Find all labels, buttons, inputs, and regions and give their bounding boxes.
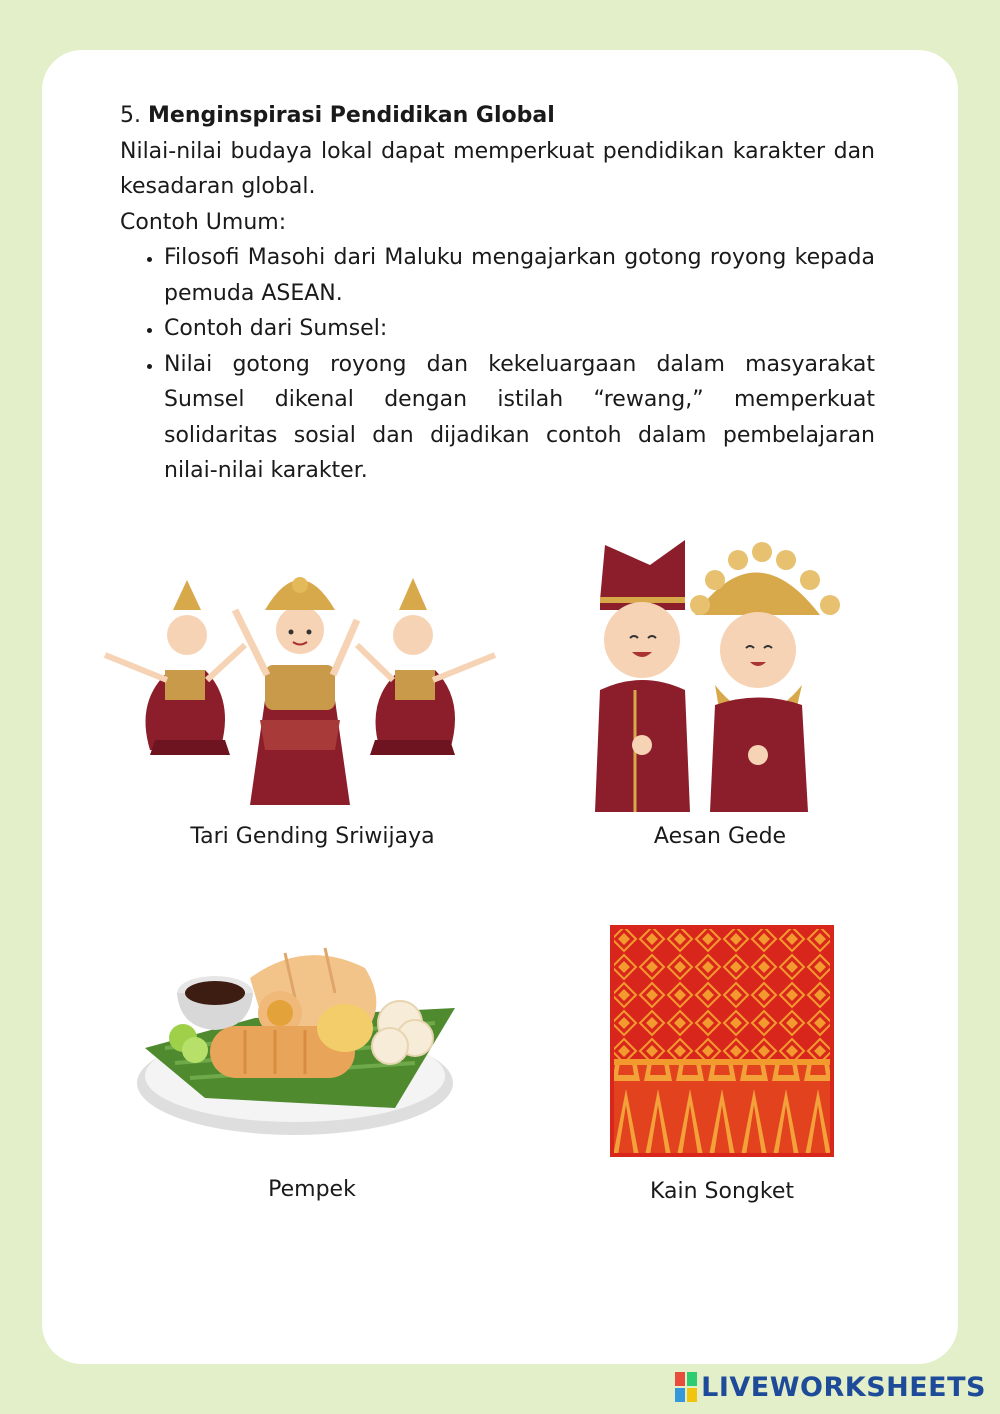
caption-songket: Kain Songket: [649, 1179, 795, 1204]
text-section: [120, 98, 875, 489]
example-label: Contoh Umum:: [120, 209, 287, 235]
liveworksheets-logo[interactable]: [675, 1370, 986, 1404]
section-title: Menginspirasi Pendidikan Global: [148, 103, 555, 128]
list-item: • Filosofi Masohi dari Maluku mengajarkan gotong royong kepada pemuda ASEAN.: [164, 240, 875, 311]
songket-fabric-illustration: [610, 925, 834, 1157]
example-list: [120, 240, 875, 489]
list-item: • Nilai gotong royong dan kekeluargaan dalam masyarakat Sumsel dikenal dengan istilah “rewang,” memperkuat solidaritas sosial dan dijadikan contoh dalam pembelajaran nilai-nilai karakter.: [164, 347, 875, 489]
brand-name: LIVEWORKSHEETS: [701, 1371, 986, 1403]
intro-paragraph: Nilai-nilai budaya lokal dapat memperkuat pendidikan karakter dan kesadaran global.: [120, 138, 875, 199]
caption-tari: Tari Gending Sriwijaya: [190, 824, 435, 849]
logo-icon: [675, 1372, 697, 1402]
bride-groom-illustration: [590, 540, 855, 812]
caption-pempek: Pempek: [268, 1177, 356, 1202]
pempek-plate-illustration: [135, 938, 460, 1138]
list-item: • Contoh dari Sumsel:: [164, 311, 875, 347]
caption-aesan: Aesan Gede: [653, 824, 787, 849]
dancers-illustration: [95, 550, 505, 810]
section-number: 5.: [120, 103, 141, 128]
section-heading: [120, 98, 875, 134]
